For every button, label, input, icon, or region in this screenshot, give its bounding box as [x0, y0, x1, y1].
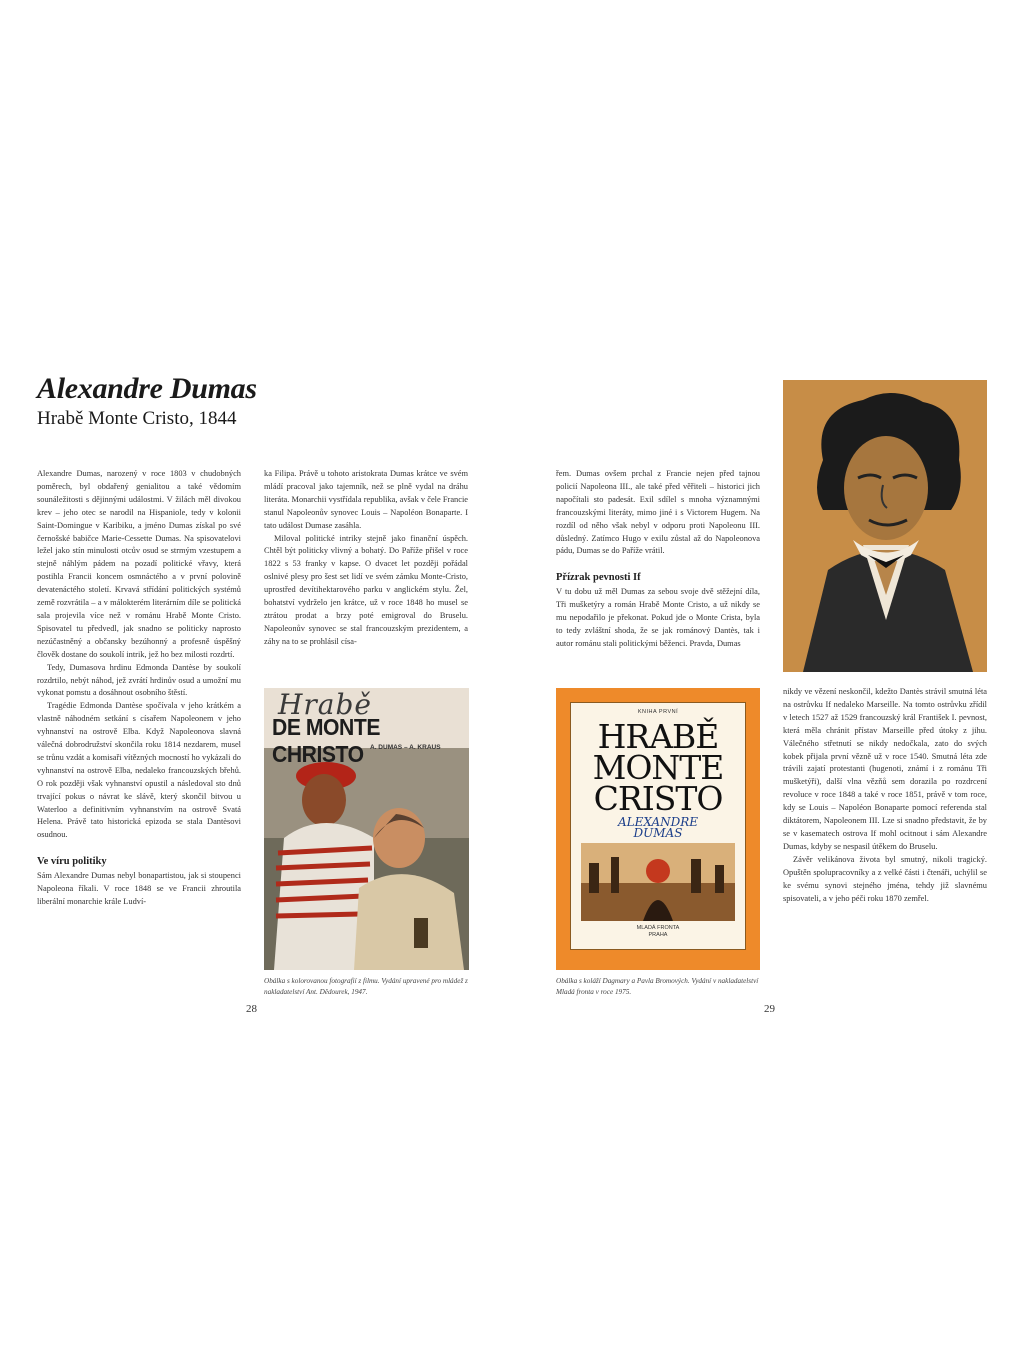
section-heading: Ve víru politiky — [37, 856, 107, 868]
book-volume-label: KNIHA PRVNÍ — [637, 709, 679, 715]
section-heading: Přízrak pevnosti If — [556, 572, 641, 584]
book-title-line: HRABĚ — [597, 717, 719, 756]
text-column-2 — [264, 468, 468, 676]
page-number-left: 28 — [246, 1003, 257, 1015]
book-title-line: MONTE — [592, 748, 724, 787]
page-number-right: 29 — [764, 1003, 775, 1015]
dumas-portrait-image — [783, 380, 987, 672]
book-title-line: CRISTO — [593, 779, 723, 818]
author-line: DUMAS — [633, 826, 683, 840]
page-subtitle: Hrabě Monte Cristo, 1844 — [37, 408, 237, 429]
paragraph: Tragédie Edmonda Dantèse spočívala v jeho krátkém a vlastně náhodném setkání s císařem Napoleonem v jeho vyhnanství na ostrově Elba. Když Napoleonova slavná válečná dobrodružství skončila roku 1814 nezdarem, musel se trůnu vzdát a komisaři vítězných mocností ho vykázali do vyhnanství na ostrově Elba, nedaleko francouzských břehů. O rok později však vyhnanství opustil a následoval sto dnů trvající pokus o návrat ke slávě, který skončil bitvou u Waterloo a definitivním vyhnanstvím na ostrově Svatá Helena. Právě tato historická epizoda se stala Dantèsovi osudnou. — [37, 701, 241, 840]
paragraph: Závěr velikánova života byl smutný, nikoli tragický. Opuštěn spolupracovníky a z velké části i čtenáři, uchýlil se ke svému synovi stejného jména, tehdy již slavnému spisovateli, a v jeho péči roku 1870 zemřel. — [783, 854, 987, 903]
book-cover-collage — [571, 843, 745, 923]
paragraph: Tedy, Dumasova hrdinu Edmonda Dantèse by soukolí rozdrtilo, nebýt náhod, jež zvrátí hrdinův osud a umožní mu vykonat pomstu a dosáhnout osobního štěstí. — [37, 662, 241, 698]
movie-poster-image — [264, 688, 469, 970]
paragraph: Alexandre Dumas, narozený v roce 1803 v chudobných poměrech, byl obdařený genialitou a také vědomím sounáležitosti s dějinnými událostmi. V žilách měl divokou krev – jeho otec se narodil na Hispaniole, tedy v kolonii Saint-Domingue v Karibiku, a jméno Dumas získal po své černošské babičce Marie-Cessette Dumas. Na spisovatelovi ležel jako stín minulosti otcův osud se strmým vzestupem a stejně náhlým pádem na pozadí politické vřavy, která postihla Francii koncem osmnáctého a v první polovině devatenáctého století. Krvavá střídání politických systémů země rozvrátila – a v málokterém literárním díle se politická sala projevila více než v románu Hrabě Monte Cristo. Spisovatel tu předvedl, jak snadno se politicky naprosto nezúčastněný a občansky bezúhonný a profesně úspěšný člověk dostane do soukolí intrik, jež ho bez milosti rozdrtí. — [37, 469, 241, 659]
poster-title: DE MONTE CHRISTO — [272, 714, 380, 767]
text-column-3 — [556, 468, 760, 676]
author-line: ALEXANDRE — [617, 815, 699, 829]
paragraph: řem. Dumas ovšem prchal z Francie nejen před tajnou policií Napoleona III., ale také před věřiteli – historici jich napočítali sto padesát. Exil sdílel s mnoha významnými francouzskými literáty, mimo jiné i s Victorem Hugem. Na rozdíl od něho však nebyl v odporu proti Napoleonu III. důsledný. Zatímco Hugo v exilu zůstal až do Napoleonova pádu, Dumas se do Paříže vrátil. — [556, 469, 760, 556]
portrait-illustration — [783, 380, 987, 672]
paragraph: ka Filipa. Právě u tohoto aristokrata Dumas krátce ve svém mládí pracoval jako tajemník, než se plně vydal na dráhu literáta. Monarchii vystřídala republika, avšak v čele Francie stanul Napoleonův synovec Louis – Napoléon Bonaparte. I tato událost Dumase zasáhla. — [264, 469, 468, 530]
paragraph: V tu dobu už měl Dumas za sebou svoje dvě stěžejní díla, Tři mušketýry a román Hrabě Monte Cristo, a už nikdy se mu nepodařilo je překonat. Pokud jde o Monte Crista, byla to tedy zvláštní shoda, že se jak románový Dantès, tak i autor románu stali politickými běženci. Pravda, Dumas — [556, 587, 760, 648]
poster2-caption: Obálka s koláží Dagmary a Pavla Bromových. Vydání v nakladatelství Mladá fronta v roce 1975. — [556, 977, 759, 996]
book-cover-image — [556, 688, 760, 970]
publisher-line: PRAHA — [648, 932, 668, 938]
page-title: Alexandre Dumas — [37, 372, 257, 405]
poster1-caption: Obálka s kolorovanou fotografií z filmu. Vydání upravené pro mládež z nakladatelství Ant. Dědourek, 1947. — [264, 977, 468, 996]
book-cover-panel — [570, 702, 746, 950]
text-column-1 — [37, 468, 241, 1000]
book-cover-author — [571, 817, 745, 839]
text-column-4 — [783, 686, 987, 966]
book-cover-title — [571, 717, 745, 818]
paragraph: nikdy ve vězení neskončil, kdežto Dantès strávil smutná léta na ostrůvku If nedaleko Marseille. Na tomto ostrůvku zřídil v letech 1527 až 1529 francouzský král František I. pevnost, která měla chránit přístav Marseille před útoky z jihu. Válečného střetnutí se nikdy nedočkala, zato do svých kobek přijala první vězně už v roce 1540. Smutná léta zde trávili zajatí protestanti (hugenoti, známí i z románu Tři mušketýři), další vlna vězňů sem dorazila po rozdrcení revoluce v roce 1848 a také v roce 1851, právě v tom roce, kdy se Louis – Napoléon Bonaparte pomocí referenda stal diktátorem, Napoleonem III. Lze si snadno představit, že by se v kasematech ostrova If mohl ocitnout i sám Alexandre Dumas, kdyby se nespasil útěkem do Bruselu. — [783, 687, 987, 851]
publisher-line: MLADÁ FRONTA — [636, 925, 680, 931]
poster-script-title: Hrabě — [278, 688, 372, 721]
paragraph: Sám Alexandre Dumas nebyl bonapartistou, jak si stoupenci Napoleona říkali. V roce 1848 se ve Francii zhroutila liberální monarchie krále Ludví- — [37, 871, 241, 907]
book-publisher — [571, 925, 745, 939]
paragraph: Miloval politické intriky stejně jako finanční úspěch. Chtěl být politicky vlivný a bohatý. Do Paříže přišel v roce 1822 s 53 franky v kapse. O dvacet let později pořádal oslnivé plesy pro šest set lidí ve svém zámku Monte-Cristo, uprostřed devítihektarového parku v anglickém stylu. Žel, bohatství vydrželo jen krátce, už v roce 1848 ho musel se ztrátou prodat a brzy poté emigroval do Bruselu. Napoleonův synovec se stal francouzským prezidentem, a záhy na to se prohlásil císa- — [264, 533, 468, 646]
poster-credit: A. DUMAS – A. KRAUS — [370, 744, 441, 751]
